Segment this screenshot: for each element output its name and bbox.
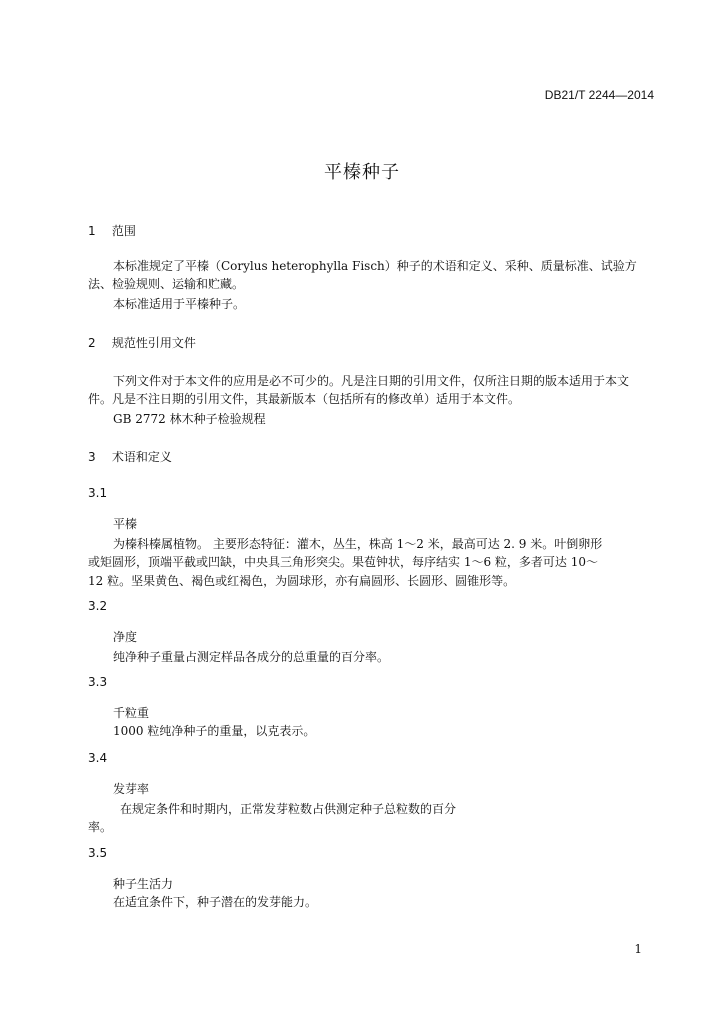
paragraph-line: 本标准规定了平榛（Corylus heterophylla Fisch）种子的术语和定义、采种、质量标准、试验方	[113, 259, 637, 273]
term-name: 种子生活力	[113, 877, 174, 891]
section-heading-3	[88, 448, 172, 465]
term-definition-line: 为榛科榛属植物。 主要形态特征：灌木，丛生，株高 1～2 米，最高可达 2. 9 米。叶倒卵形	[113, 537, 603, 551]
section-heading-1	[88, 222, 136, 239]
section-title: 规范性引用文件	[111, 336, 196, 350]
term-definition-line: 1000 粒纯净种子的重量，以克表示。	[113, 724, 316, 738]
section-title: 范围	[111, 224, 136, 238]
term-definition-line: 12 粒。坚果黄色、褐色或红褐色，为圆球形，亦有扁圆形、长圆形、圆锥形等。	[88, 574, 516, 588]
section-number: 2	[88, 336, 96, 350]
section-number: 3	[88, 450, 96, 464]
term-number: 3.2	[88, 599, 108, 613]
standard-code: DB21/T 2244—2014	[544, 88, 654, 102]
term-definition-line: 率。	[88, 820, 113, 834]
term-number: 3.3	[88, 675, 108, 689]
paragraph-line: 下列文件对于本文件的应用是必不可少的。凡是注日期的引用文件，仅所注日期的版本适用于本文	[113, 374, 630, 388]
section-heading-2	[88, 334, 196, 351]
section-number: 1	[88, 224, 96, 238]
term-definition-line: 在适宜条件下，种子潜在的发芽能力。	[113, 895, 318, 909]
term-name: 净度	[113, 630, 138, 644]
reference-item: GB 2772 林木种子检验规程	[113, 412, 266, 426]
section-title: 术语和定义	[111, 450, 172, 464]
paragraph-line: 法、检验规则、运输和贮藏。	[88, 277, 245, 291]
term-number: 3.1	[88, 486, 108, 500]
term-name: 发芽率	[113, 782, 150, 796]
term-number: 3.4	[88, 751, 108, 765]
document-title: 平榛种子	[324, 162, 400, 183]
term-name: 千粒重	[113, 706, 150, 720]
term-name: 平榛	[113, 517, 138, 531]
term-number: 3.5	[88, 846, 108, 860]
paragraph-line: 本标准适用于平榛种子。	[113, 297, 246, 311]
term-definition-line: 或矩圆形，顶端平截或凹缺，中央具三角形突尖。果苞钟状，每序结实 1～6 粒，多者可达 10～	[88, 555, 598, 569]
page-number: 1	[634, 942, 642, 956]
term-definition-line: 在规定条件和时期内，正常发芽粒数占供测定种子总粒数的百分	[120, 802, 457, 816]
term-definition-line: 纯净种子重量占测定样品各成分的总重量的百分率。	[113, 650, 390, 664]
paragraph-line: 件。凡是不注日期的引用文件，其最新版本（包括所有的修改单）适用于本文件。	[88, 392, 521, 406]
